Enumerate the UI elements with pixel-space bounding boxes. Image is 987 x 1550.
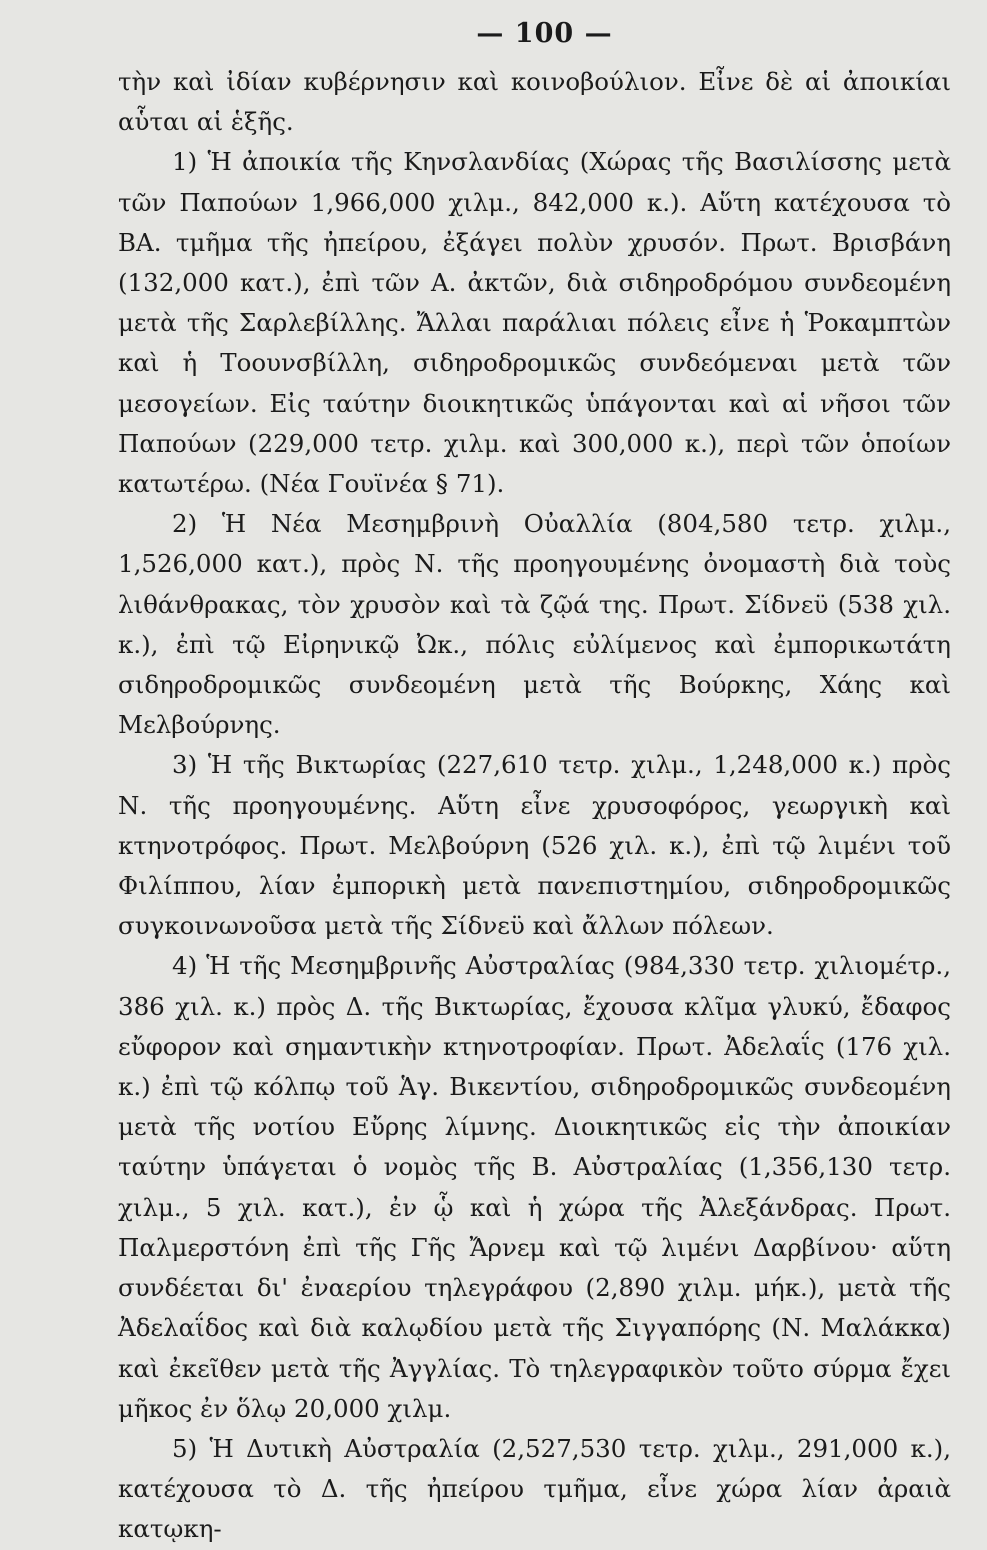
page-body bbox=[118, 62, 951, 1550]
paragraph-south-australia: 4) Ἡ τῆς Μεσημβρινῆς Αὐστραλίας (984,330 τετρ. χιλιομέτρ., 386 χιλ. κ.) πρὸς Δ. τῆς Βικτωρίας, ἔχουσα κλῖμα γλυκύ, ἔδαφος εὔφορον καὶ σημαντικὴν κτηνοτροφίαν. Πρωτ. Ἀδελαΐς (176 χιλ. κ.) ἐπὶ τῷ κόλπῳ τοῦ Ἁγ. Βικεντίου, σιδηροδρομικῶς συνδεομένη μετὰ τῆς νοτίου Εὔρης λίμνης. Διοικητικῶς εἰς τὴν ἀποικίαν ταύτην ὑπάγεται ὁ νομὸς τῆς Β. Αὐστραλίας (1,356,130 τετρ. χιλμ., 5 χιλ. κατ.), ἐν ᾧ καὶ ἡ χώρα τῆς Ἀλεξάνδρας. Πρωτ. Παλμερστόνη ἐπὶ τῆς Γῆς Ἄρνεμ καὶ τῷ λιμένι Δαρβίνου· αὕτη συνδέεται δι' ἐναερίου τηλεγράφου (2,890 χιλμ. μήκ.), μετὰ τῆς Ἀδελαΐδος καὶ διὰ καλῳδίου μετὰ τῆς Σιγγαπόρης (Ν. Μαλάκκα) καὶ ἐκεῖθεν μετὰ τῆς Ἀγγλίας. Τὸ τηλεγραφικὸν τοῦτο σύρμα ἔχει μῆκος ἐν ὅλῳ 20,000 χιλμ. bbox=[118, 951, 951, 1423]
paragraph-victoria: 3) Ἡ τῆς Βικτωρίας (227,610 τετρ. χιλμ., 1,248,000 κ.) πρὸς Ν. τῆς προηγουμένης. Αὕτη εἶνε χρυσοφόρος, γεωργικὴ καὶ κτηνοτρόφος. Πρωτ. Μελβούρνη (526 χιλ. κ.), ἐπὶ τῷ λιμένι τοῦ Φιλίππου, λίαν ἐμπορικὴ μετὰ πανεπιστημίου, σιδηροδρομικῶς συγκοινωνοῦσα μετὰ τῆς Σίδνεϋ καὶ ἄλλων πόλεων. bbox=[118, 750, 951, 941]
page-number: — 100 — bbox=[476, 18, 613, 49]
paragraph-new-south-wales: 2) Ἡ Νέα Μεσημβρινὴ Οὐαλλία (804,580 τετρ. χιλμ., 1,526,000 κατ.), πρὸς Ν. τῆς προηγουμένης ὀνομαστὴ διὰ τοὺς λιθάνθρακας, τὸν χρυσὸν καὶ τὰ ζῷά της. Πρωτ. Σίδνεϋ (538 χιλ. κ.), ἐπὶ τῷ Εἰρηνικῷ Ὠκ., πόλις εὐλίμενος καὶ ἐμπορικωτάτη σιδηροδρομικῶς συνδεομένη μετὰ τῆς Βούρκης, Χάης καὶ Μελβούρνης. bbox=[118, 509, 951, 740]
paragraph-intro: τὴν καὶ ἰδίαν κυβέρνησιν καὶ κοινοβούλιον. Εἶνε δὲ αἱ ἀποικίαι αὗται αἱ ἑξῆς. bbox=[118, 67, 951, 137]
paragraph-western-australia: 5) Ἡ Δυτικὴ Αὐστραλία (2,527,530 τετρ. χιλμ., 291,000 κ.), κατέχουσα τὸ Δ. τῆς ἠπείρου τμῆμα, εἶνε χώρα λίαν ἀραιὰ κατῳκη- bbox=[118, 1433, 951, 1544]
paragraph-queensland: 1) Ἡ ἀποικία τῆς Κηνσλανδίας (Χώρας τῆς Βασιλίσσης μετὰ τῶν Παπούων 1,966,000 χιλμ., 842,000 κ.). Αὕτη κατέχουσα τὸ ΒΑ. τμῆμα τῆς ἠπείρου, ἐξάγει πολὺν χρυσόν. Πρωτ. Βρισβάνη (132,000 κατ.), ἐπὶ τῶν Α. ἀκτῶν, διὰ σιδηροδρόμου συνδεομένη μετὰ τῆς Σαρλεβίλλης. Ἄλλαι παράλιαι πόλεις εἶνε ἡ Ῥοκαμπτὼν καὶ ἡ Τοουνσβίλλη, σιδηροδρομικῶς συνδεόμεναι μετὰ τῶν μεσογείων. Εἰς ταύτην διοικητικῶς ὑπάγονται καὶ αἱ νῆσοι τῶν Παπούων (229,000 τετρ. χιλμ. καὶ 300,000 κ.), περὶ τῶν ὁποίων κατωτέρω. (Νέα Γουϊνέα § 71). bbox=[118, 147, 951, 499]
